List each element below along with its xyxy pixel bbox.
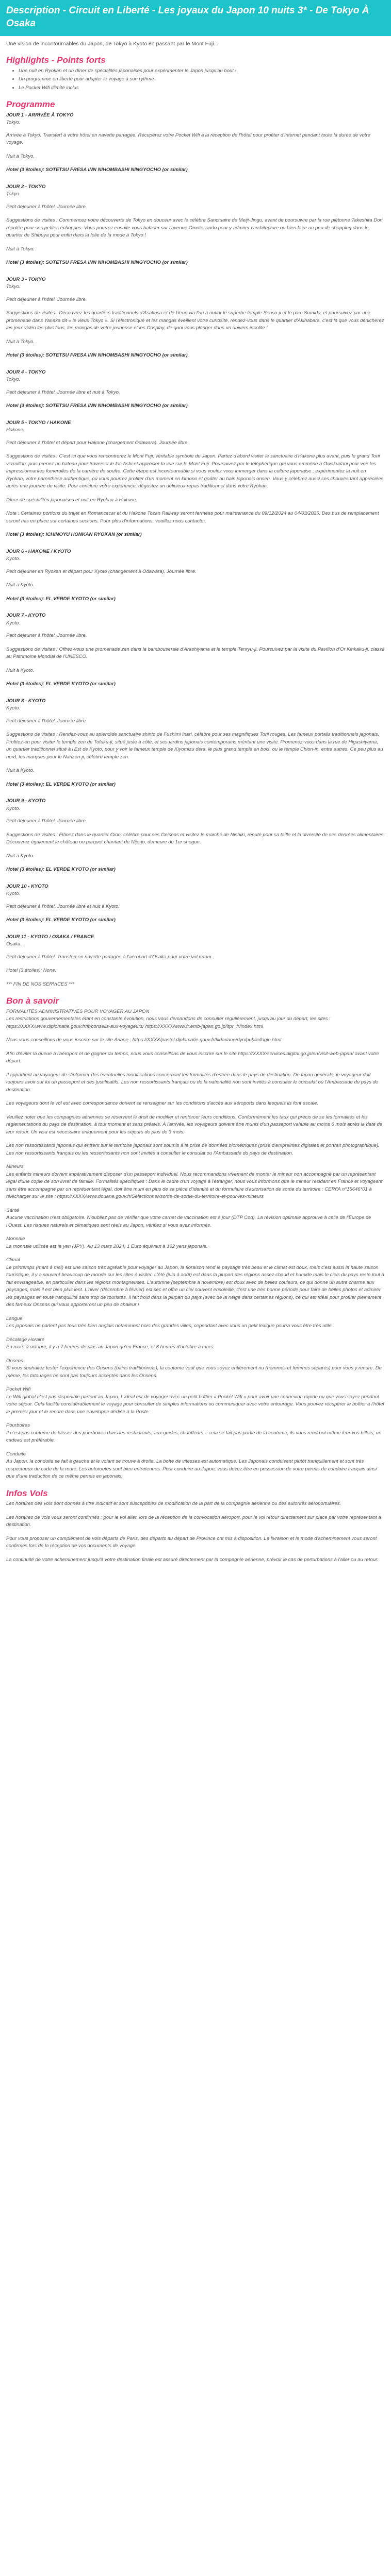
- hotel-line: Hotel (3 étoiles): ICHINOYU HONKAN RYOKAN (or similar): [6, 532, 142, 537]
- day-city: Osaka.: [6, 941, 22, 947]
- info-text: Afin d'éviter la queue à l'aéroport et de gagner du temps, nous vous conseillons de vous inscrire sur le site https://XXXX/services.digital.go.jp/en/visit-web-japan/ avant votre départ.: [6, 1050, 379, 1064]
- day-paragraph: Petit déjeuner à l'hôtel. Journée libre.: [6, 818, 87, 824]
- day-paragraph: Arrivée à Tokyo. Transfert à votre hôtel en navette partagée. Récupérez votre Pocket Wifi à la réception de l'hôtel pour profiter d'Internet pendant toute la durée de votre voyage.: [6, 132, 370, 145]
- day-city: Kyoto.: [6, 805, 20, 811]
- day-city: Kyoto.: [6, 620, 20, 626]
- day-title: JOUR 2 - TOKYO: [6, 183, 46, 190]
- day-paragraph: Nuit à Kyoto.: [6, 768, 35, 773]
- day-paragraph: Petit déjeuner à l'hôtel. Transfert en navette partagée à l'aéroport d'Osaka pour votre vol retour.: [6, 954, 213, 960]
- day-title: JOUR 9 - KYOTO: [6, 798, 46, 804]
- day-city: Kyoto.: [6, 705, 20, 711]
- hotel-line: Hotel (3 étoiles): EL VERDE KYOTO (or similar): [6, 681, 116, 687]
- info-text: Les japonais ne parlent pas tous très bien anglais notamment hors des grandes villes, cependant avec vous un petit lexique pourra vous être très utile.: [6, 1323, 333, 1329]
- day-paragraph: Suggestions de visites : Flânez dans le quartier Gion, célèbre pour ses Geishas et visitez le marché de Nishiki, réputé pour sa taille et la diversité de ses denrées alimentaires. Découvrez également le château ou parquet chantant de Nijo-jo, demeure du 1er shogun.: [6, 832, 385, 845]
- info-block: [6, 1100, 385, 1108]
- day-paragraph: Nuit à Tokyo.: [6, 153, 35, 159]
- day-paragraph: Suggestions de visites : Commencez votre découverte de Tokyo en douceur avec le célèbre Sanctuaire de Meiji-Jingu, avant de poursuivre par la rue piétonne Takeshita Dori réputée pour ses petites échoppes. Vous pourrez ensuite vous balader sur l'avenue Omotesando pour y admirer l'architecture ou bien faire un peu de shopping dans le quartier de Shibuya pour enfin dans la folie de la mode à Tokyo !: [6, 217, 383, 238]
- info-block: [6, 1422, 385, 1445]
- day-block: [6, 934, 385, 989]
- day-city: Kyoto.: [6, 891, 20, 896]
- programme-days: [6, 112, 385, 989]
- vols-paragraph: Pour vous proposer un complément de vols départs de Paris, des départs au départ de Province ont mis à disposition. La livraison et le mode d'acheminement vous seront confirmés lors de la réception de vos documents de voyage.: [6, 1535, 377, 1549]
- day-city: Tokyo.: [6, 284, 21, 290]
- day-title: JOUR 5 - TOKYO / HAKONE: [6, 419, 71, 426]
- info-text: Aucune vaccination n'est obligatoire. N'oubliez pas de vérifier que votre carnet de vaccination est à jour (DTP Coq). La révision optimale approuve à celle de l'Europe de l'Ouest. Les risques naturels et climatiques sont réels au Japon, vérifiez si vous avez informés.: [6, 1215, 371, 1228]
- day-paragraph: Nuit à Kyoto.: [6, 667, 35, 673]
- day-paragraph: Petit déjeuner à l'hôtel. Journée libre et nuit à Kyoto.: [6, 903, 120, 909]
- hotel-line: Hotel (3 étoiles): SOTETSU FRESA INN NIHOMBASHI NINGYOCHO (or similar): [6, 167, 188, 173]
- hotel-line: Hotel (3 étoiles): EL VERDE KYOTO (or similar): [6, 917, 116, 923]
- day-title: JOUR 4 - TOKYO: [6, 369, 46, 375]
- day-city: Tokyo.: [6, 191, 21, 197]
- info-label: FORMALITÉS ADMINISTRATIVES POUR VOYAGER AU JAPON: [6, 1008, 150, 1014]
- info-block: [6, 1235, 385, 1250]
- info-block: [6, 1008, 385, 1031]
- day-paragraph: Suggestions de visites : Découvrez les quartiers traditionnels d'Asakusa et de Ueno via l'un à ouvrir le superbe temple Senso-ji et le parc Sumida, et poursuivez par une promenade dans Yanaka dit « le vieux Tokyo ». Si l'électronique et les mangas éveillent votre curiosité, rendez-vous dans le quartier d'Akihabara, c'est là que vous dénicherez les jeux vidéo les plus fous, les mangas de votre jeunesse et les Cosplay, de quoi vous plonger dans un univers insolite !: [6, 310, 384, 331]
- info-block: [6, 1037, 385, 1044]
- info-label: Pocket Wifi: [6, 1386, 31, 1392]
- info-text: Le Wifi global n'est pas disponible partout au Japon. L'idéal est de voyager avec un petit boîtier « Pocket Wifi » pour avoir une connexion rapide ou que vous soyez pendant votre séjour. Cela facilite considérablement le voyage pour consulter de simples informations ou communiquer avec votre entourage. Vous pouvez récupérer le boîtier à l'hôtel le premier jour et le rendre dans une enveloppe dédiée à la Poste.: [6, 1394, 384, 1415]
- info-label: Décalage Horaire: [6, 1336, 44, 1343]
- info-block: [6, 1358, 385, 1380]
- bon-a-savoir-blocks: [6, 1008, 385, 1481]
- day-block: [6, 883, 385, 924]
- info-text: En mars à octobre, il y a 7 heures de plus au Japon qu'en France, et 8 heures d'octobre à mars.: [6, 1344, 215, 1350]
- day-city: Hakone.: [6, 427, 25, 433]
- info-text: Les non ressortissants japonais qui entrent sur le territoire japonais sont soumis à la prise de données biométriques (prise d'empreintes digitales et portrait photographique). Les non ressortissants français ou les ressortissants non sont invités à consulter le consulat ou l'Ambassade du pays de destination.: [6, 1143, 380, 1156]
- day-block: [6, 698, 385, 789]
- day-title: JOUR 10 - KYOTO: [6, 883, 48, 889]
- info-label: Santé: [6, 1207, 19, 1213]
- info-label: Conduite: [6, 1451, 26, 1457]
- day-paragraph: Suggestions de visites : C'est ici que vous rencontrerez le Mont Fuji, véritable symbole du Japon. Partez d'abord visiter le sanctuaire d'Hakone plus avant, puis le grand Torii vermillon, puis prenez un bateau pour traverser le lac Ashi et apprécier la vue sur le Mont Fuji. Poursuivez par le téléphérique qui vous emmène à Owakudani pour voir les impressionnantes fumerolles de la carrière de soufre. Cette étape est incontournable si vous voulez vous immerger dans la culture japonaise ; expérimentez la nuit en Ryokan, votre parenthèse authentique, où vous pourrez profiter d'un moment en kimono et goûter au bain japonais onsen. Vous y célébrez aussi ses chouxès tant appréciées après une journée de visite. Pour conclure votre expérience, dégustez un délicieux repas traditionnel dans votre Ryokan.: [6, 453, 384, 489]
- info-label: Monnaie: [6, 1236, 25, 1242]
- info-block: [6, 1207, 385, 1230]
- info-block: [6, 1072, 385, 1094]
- info-text: Si vous souhaitez tester l'expérience des Onsens (bains traditionnels), la coutume veut que vous soyez entièrement nu (hommes et femmes séparés) pour vous y rendre. De même, les tatouages ne sont pas toujours acceptés dans les Onsens.: [6, 1365, 382, 1379]
- day-block: [6, 612, 385, 688]
- day-block: [6, 112, 385, 174]
- day-paragraph: Petit déjeuner à l'hôtel. Journée libre.: [6, 718, 87, 724]
- title-bar: [0, 0, 391, 36]
- day-block: [6, 276, 385, 360]
- info-block: [6, 1336, 385, 1351]
- info-text: La monnaie utilisée est le yen (JPY). Au 13 mars 2024, 1 Euro équivaut à 162 yens japonais.: [6, 1243, 208, 1249]
- highlight-item: • Une nuit en Ryokan et un dîner de spécialités japonaises pour expérimenter le Japon jusqu'au bout !: [19, 67, 385, 75]
- info-block: [6, 1257, 385, 1309]
- info-block: [6, 1114, 385, 1137]
- hotel-line: Hotel (3 étoiles): EL VERDE KYOTO (or similar): [6, 596, 116, 602]
- info-text: Veuillez noter que les compagnies aériennes se réservent le droit de modifier et renforcer leurs conditions. Conformément les taux qui précis de se les formalités et les réglementations du pays de destination, à tout moment et sans préavis. À l'arrivée, les voyageurs doivent être munis d'un passeport valable au moins 6 mois après la date de leur retour. Un visa est nécessaire uniquement pour les séjours de plus de 3 mois.: [6, 1114, 383, 1135]
- info-label: Pourboires: [6, 1422, 30, 1428]
- infos-vols-paragraphs: [6, 1500, 385, 1564]
- day-paragraph: Suggestions de visites : Rendez-vous au splendide sanctuaire shinto de Fushimi Inari, célèbre pour ses magnifiques Torii rouges. Les fameux portails traditionnels japonais. Profitez-en pour visiter le temple zen de Tofuku-ji, situé juste à côté, et ses jardins japonais contemporains méritant une visite. Promenez-vous dans la rue de Higashiyama, un quartier traditionnel situé à l'Est de Kyoto, pour y voir le fameux temple de Kiyomizu dera, le plus grand temple en bois, ou le temple Chion-in, entre autres. Ce peu plus au nord, les marques pour le Nanzen-ji, célèbre temple zen.: [6, 732, 383, 760]
- hotel-line: Hotel (3 étoiles): SOTETSU FRESA INN NIHOMBASHI NINGYOCHO (or similar): [6, 352, 188, 358]
- info-block: [6, 1142, 385, 1157]
- info-text: Le printemps (mars à mai) est une saison très agréable pour voyager au Japon, la floraison rend le paysage très beau et le climat est doux, mais c'est aussi la haute saison touristique, il y a souvent beaucoup de monde sur les sites à visiter. L'été (juin à août) est dans la plupart des régions assez chaud et humide mais le ciels du pays reste tout à fait envisageable, en particulier dans les régions montagneuses. L'automne (septembre à novembre) est doux avec de belles couleurs, ce qui donne un autre charme aux paysages, mais il est bien plus lent. L'hiver (décembre à février) est sec et offre un ciel souvent ensoleillé, c'est une très bonne période pour faire de belles photos et admirer les paysages en toute tranquillité sans trop de touristes. Il fait froid dans la plupart du pays (avec de la neige dans certaines régions), ce qui est idéal pour profiter pleinement des fameux Onsens qui vous apporteront un peu de chaleur !: [6, 1264, 384, 1308]
- day-block: [6, 183, 385, 267]
- vols-paragraph: La continuité de votre acheminement jusqu'à votre destination finale est assuré directement par la compagnie aérienne, prévoir le cas de perturbations à l'aller ou au retour.: [6, 1556, 379, 1563]
- info-block: [6, 1315, 385, 1330]
- info-label: Onsens: [6, 1358, 23, 1364]
- day-paragraph: Suggestions de visites : Offrez-vous une promenade zen dans la bambouseraie d'Arashiyama et le temple Tenryu-ji. Poursuivez par la visite du Pavillon d'Or Kinkaku-ji, classé au Patrimoine Mondial de l'UNESCO.: [6, 646, 385, 659]
- hotel-line: Hotel (3 étoiles): SOTETSU FRESA INN NIHOMBASHI NINGYOCHO (or similar): [6, 403, 188, 409]
- day-paragraph: Nuit à Kyoto.: [6, 853, 35, 859]
- bon-a-savoir-heading: Bon à savoir: [6, 996, 59, 1006]
- day-paragraph: Petit déjeuner à l'hôtel. Journée libre.: [6, 204, 87, 210]
- info-text: Nous vous conseillons de vous inscrire sur le site Ariane : https://XXXX/pastel.diplomatie.gouv.fr/fildariane/dyn/public/login.html: [6, 1037, 282, 1043]
- day-paragraph: Petit déjeuner en Ryokan et départ pour Kyoto (changement à Odawara). Journée libre.: [6, 568, 197, 574]
- day-paragraph: Petit déjeuner à l'hôtel. Journée libre et nuit à Tokyo.: [6, 389, 120, 395]
- day-title: JOUR 8 - KYOTO: [6, 698, 46, 704]
- intro-text: Une vision de incontournables du Japon, de Tokyo à Kyoto en passant par le Mont Fuji...: [6, 41, 219, 47]
- info-text: Il n'est pas coutume de laisser des pourboires dans les restaurants, aux guides, chauffeurs... cela se fait pas partie de la coutume, ils vous rendront même leur vos billets, un cadeau est préférable.: [6, 1430, 382, 1443]
- hotel-line: Hotel (3 étoiles): SOTETSU FRESA INN NIHOMBASHI NINGYOCHO (or similar): [6, 260, 188, 265]
- highlight-item: • Le Pocket Wifi illimité inclus: [19, 84, 385, 92]
- highlight-item: • Un programme en liberté pour adapter le voyage à son rythme: [19, 76, 385, 83]
- info-block: [6, 1163, 385, 1201]
- day-block: [6, 369, 385, 410]
- page-title: Description - Circuit en Liberté - Les joyaux du Japon 10 nuits 3* - De Tokyo À Osaka: [6, 5, 369, 29]
- day-city: Kyoto.: [6, 556, 20, 562]
- info-text: Les restrictions gouvernementales étant en constante évolution, nous vous demandons de consulter régulièrement, jusqu'au jour du départ, les sites : https://XXXX/www.diplomatie.gouv.fr/fr/conseils-aux-voyageurs/ https://XXXX/www.fr.emb-japan.go.jp/itpr_fr/index.html: [6, 1016, 331, 1029]
- day-city: Tokyo.: [6, 377, 21, 382]
- day-paragraph: Petit déjeuner à l'hôtel. Journée libre.: [6, 296, 87, 302]
- day-title: JOUR 7 - KYOTO: [6, 613, 46, 618]
- infos-vols-heading: Infos Vols: [6, 1488, 48, 1498]
- info-label: Mineurs: [6, 1164, 24, 1170]
- hotel-line: Hotel (3 étoiles): EL VERDE KYOTO (or similar): [6, 781, 116, 787]
- info-label: Climat: [6, 1257, 20, 1263]
- info-text: Au Japon, la conduite se fait à gauche et le volant se trouve à droite. La boîte de vitesses est automatique. Les Japonais conduisent plutôt tranquillement et sont très respectueux du code de la route. Les autoroutes sont bien entretenues. Pour conduire au Japon, vous devez être en possession de votre permis de conduire français ainsi que d'une traduction de ce même permis en japonais.: [6, 1459, 377, 1479]
- content: [0, 57, 391, 1578]
- highlights-heading: Highlights - Points forts: [6, 55, 106, 65]
- day-block: [6, 798, 385, 874]
- day-paragraph: Nuit à Tokyo.: [6, 246, 35, 252]
- vols-paragraph: Les horaires des vols sont donnés à titre indicatif et sont susceptibles de modification de la part de la compagnie aérienne ou des autorités aéroportuaires.: [6, 1501, 341, 1506]
- programme-heading: Programme: [6, 99, 55, 109]
- day-paragraph: *** FIN DE NOS SERVICES ***: [6, 981, 75, 987]
- vols-paragraph: Les horaires de vols vous seront confirmés : pour le vol aller, lors de la réception de la convocation aéroport, pour le vol retour directement sur place par votre représentant à destination.: [6, 1514, 381, 1528]
- info-text: Il appartient au voyageur de s'informer des éventuelles modifications concernant les formalités d'entrée dans le pays de destination. De façon générale, le voyageur doit toujours avoir sur lui un passeport et des justificatifs. Les non ressortissants français ou de la nationalité non sont invités à consulter le consulat ou l'Ambassade du pays de destination.: [6, 1072, 379, 1093]
- info-block: [6, 1050, 385, 1065]
- day-paragraph: Petit déjeuner à l'hôtel et départ pour Hakone (chargement Odawara). Journée libre.: [6, 439, 189, 446]
- hotel-line: Hotel (3 étoiles): EL VERDE KYOTO (or similar): [6, 867, 116, 872]
- day-paragraph: Petit déjeuner à l'hôtel. Journée libre.: [6, 633, 87, 638]
- day-city: Tokyo.: [6, 120, 21, 125]
- day-title: JOUR 6 - HAKONE / KYOTO: [6, 548, 71, 554]
- day-paragraph: Hotel (3 étoiles): None.: [6, 968, 57, 973]
- info-label: Langue: [6, 1315, 23, 1321]
- day-title: JOUR 1 - ARRIVÉE À TOKYO: [6, 112, 74, 118]
- highlights-list: [6, 67, 385, 92]
- day-paragraph: Nuit à Tokyo.: [6, 338, 35, 345]
- day-paragraph: Dîner de spécialités japonaises et nuit en Ryokan à Hakone.: [6, 497, 138, 503]
- day-paragraph: Note : Certaines portions du trajet en Romancecar et du Hakone Tozan Railway seront fermées pour maintenance du 09/12/2024 au 04/03/2025. Des bus de remplacement seront mis en place sur certaines sections. Pour plus d'informations, veuillez nous contacter.: [6, 511, 379, 524]
- day-block: [6, 419, 385, 539]
- info-block: [6, 1386, 385, 1416]
- info-text: Les enfants mineurs doivent impérativement disposer d'un passeport individuel. Nous recommandons vivement de monter le mineur non accompagné par un représentant légal d'une copie de son livret de famille. Formalités spécifiques : Dans le cadre d'un voyage à l'étranger, nous vous informons que le mineur résidant en France et voyageant sans être accompagné par un représentant légal, doit être muni en plus de sa pièce d'identité et du formulaire d'autorisation de sortie du territoire : CERFA n°15646*01 à télécharger sur le site : https://XXXX/www.douane.gouv.fr/Sélectionner/sortie-de-sortie-du-territoire-et-pour-les-mineurs: [6, 1171, 383, 1199]
- info-text: Les voyageurs dont le vol est avec correspondance doivent se renseigner sur les conditions d'accès aux aéroports dans lesquels ils font escale.: [6, 1100, 318, 1106]
- day-title: JOUR 3 - TOKYO: [6, 276, 46, 282]
- day-title: JOUR 11 - KYOTO / OSAKA / FRANCE: [6, 934, 94, 940]
- info-block: [6, 1451, 385, 1481]
- day-paragraph: Nuit à Kyoto.: [6, 582, 35, 588]
- day-block: [6, 548, 385, 603]
